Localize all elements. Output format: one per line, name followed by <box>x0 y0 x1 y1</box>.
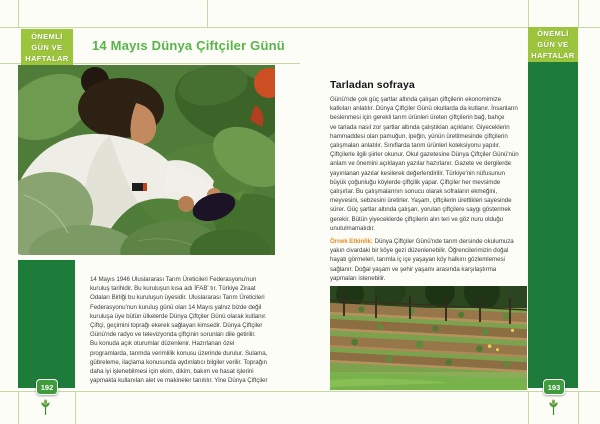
text-line: yapmakta kullanılan alet ve makineler tanıtılır. Yine Dünya Çiftçiler <box>90 377 268 385</box>
text-line: kuruluş tarihidir. Bu kuruluşun kısa adı İFAB' tır. Türkiye Ziraat <box>90 285 256 293</box>
text-line: Günü'nde radyo ve televizyonda çiftçinin sorunları dile getirilir. <box>90 331 256 339</box>
activity-text: Dünya Çiftçiler Günü'nde tarım dersinde okulumuza <box>374 238 514 245</box>
text-line: gübreleme, ilaçlama konusunda aydınlatıcı bilgiler verilir. Toprağın <box>90 358 268 366</box>
text-line: yayınlanan yazılar kesilerek değerlendirilir. Türkiye'nin nüfusunun <box>330 169 505 177</box>
section-heading: Tarladan sofraya <box>330 79 415 91</box>
text-line: Federasyonu'nun kuruluş günü olan 14 Mayıs yalnız bizde değil <box>90 303 262 311</box>
grid-hairline-v3 <box>528 0 529 27</box>
series-badge-line: ÖNEMLİ <box>537 29 569 38</box>
text-line: sürer. Güç şartlar altında çalışan, yorulan çiftçilere saygı göstermek <box>330 206 511 214</box>
text-line: gerekir. Bütün yiyeceklerde çiftçilerin alın teri ve göz nuru olduğu <box>330 215 504 223</box>
grid-hairline-bottom <box>0 391 600 392</box>
terraced-garden-photo <box>330 286 527 390</box>
series-badge-left <box>21 29 73 66</box>
wheat-sprout-icon-left <box>39 399 52 416</box>
right-sidebar-block <box>528 62 578 388</box>
series-badge-line: ÖNEMLİ <box>31 32 63 41</box>
text-line: hayatı görmeleri, tarımla iç içe yaşayan köy halkını gözlemlemesi <box>330 256 505 264</box>
text-line: çalışmaları anlatılır. Sınıflarda tarım ürünleri koleksiyonu yapılır. <box>330 142 501 150</box>
grid-hairline-v5 <box>18 391 19 424</box>
series-badge-right <box>528 27 578 62</box>
right-body-text <box>330 95 528 233</box>
series-badge-line: GÜN VE <box>31 43 63 52</box>
page-number-badge-left: 192 <box>36 379 58 395</box>
text-line: hammaddesi olan pamuğun, ipeğin, yünün üretilmesinde çiftçilerin <box>330 132 508 140</box>
left-sidebar-block <box>18 260 75 388</box>
text-line: Odaları Birliği bu kuruluşun üyesidir. Uluslararası Tarım Üreticileri <box>90 294 265 302</box>
page-title: 14 Mayıs Dünya Çiftçiler Günü <box>92 38 285 53</box>
text-line: Günü'nde çok güç şartlar altında çalışan çiftçilerin ekonomimize <box>330 96 501 103</box>
text-line: büyük çoğunluğu köylerde çiftçilik yapar. Çiftçiler her mevsimde <box>330 178 501 186</box>
text-line: Bu konuda açık oturumlar düzenlenir. Hazırlanan özel <box>90 340 235 348</box>
grid-hairline-v1 <box>18 0 19 27</box>
text-line: çalışırlar. Bu çalışmalarının sonucu olarak sofraların ekmeğini, <box>330 188 498 196</box>
series-badge-line: GÜN VE <box>537 40 569 49</box>
text-line <box>330 237 528 246</box>
text-line: Çiftçi, geçimini toprağı ekerek sağlayan kimsedir. Dünya Çiftçiler <box>90 322 263 330</box>
text-line: programlarda, tarımda verimlilik konusu üzerinde durulur. Sulama, <box>90 349 268 357</box>
left-body-text <box>90 275 292 385</box>
text-line: meyvesini, sebzesini üretirler. Yaşam, çiftçilerin ürettikleri sayesinde <box>330 197 512 205</box>
grid-hairline-v6 <box>75 391 76 424</box>
text-line: unutulmamalıdır. <box>330 224 375 232</box>
text-line: sağlanır. Doğal yaşam ve şehir yaşamı arasında karşılaştırma <box>330 265 497 273</box>
wheat-sprout-icon-right <box>547 399 560 416</box>
grid-hairline-v2 <box>207 0 208 27</box>
text-line: Çiftçilerle ilgili şiirler okunur. Okul gazetesine Dünya Çiftçiler Günü'nün <box>330 151 519 159</box>
grid-hairline-v7 <box>528 391 529 424</box>
grid-hairline-v4 <box>578 0 579 27</box>
text-line: 14 Mayıs 1946 Uluslararası Tarım Üreticileri Federasyonu'nun <box>90 276 257 283</box>
text-line: anlam ve önemini açıklayan yazılar hazırlanır. Gazete ve dergilerde <box>330 160 511 168</box>
text-line: yapmaları istenebilir. <box>330 274 386 282</box>
text-line: daha iyi işlenebilmesi için ekim, dikim, bakım ve hasat işlerini <box>90 368 254 376</box>
text-line: katkıları anlatılır. Dünya Çiftçiler Günü okullarda da kutlanır. İnsanların <box>330 105 518 113</box>
text-line: beslenmesi için gerekli tarım ürünleri üreten çiftçilerin bağ, bahçe <box>330 114 505 122</box>
activity-label: Örnek Etkinlik: <box>330 238 373 245</box>
grid-hairline-v8 <box>578 391 579 424</box>
series-badge-line: HAFTALAR <box>25 54 69 63</box>
farmer-eggplant-photo <box>18 65 275 255</box>
activity-block <box>330 237 528 283</box>
text-line: kuruluşa üye bütün ülkelerde Dünya Çiftçiler Günü olarak kutlanır. <box>90 312 267 320</box>
grid-hairline-top <box>0 27 600 28</box>
series-badge-line: HAFTALAR <box>531 51 575 60</box>
text-line: ve tarlada nasıl zor şartlar altında çalıştıkları açıklanır. Giyeceklerin <box>330 123 510 131</box>
page-number-badge-right: 193 <box>543 379 565 395</box>
text-line: yakın civardaki bir köye gezi düzenlenebilir. Öğrencilerimizin doğal <box>330 247 509 255</box>
